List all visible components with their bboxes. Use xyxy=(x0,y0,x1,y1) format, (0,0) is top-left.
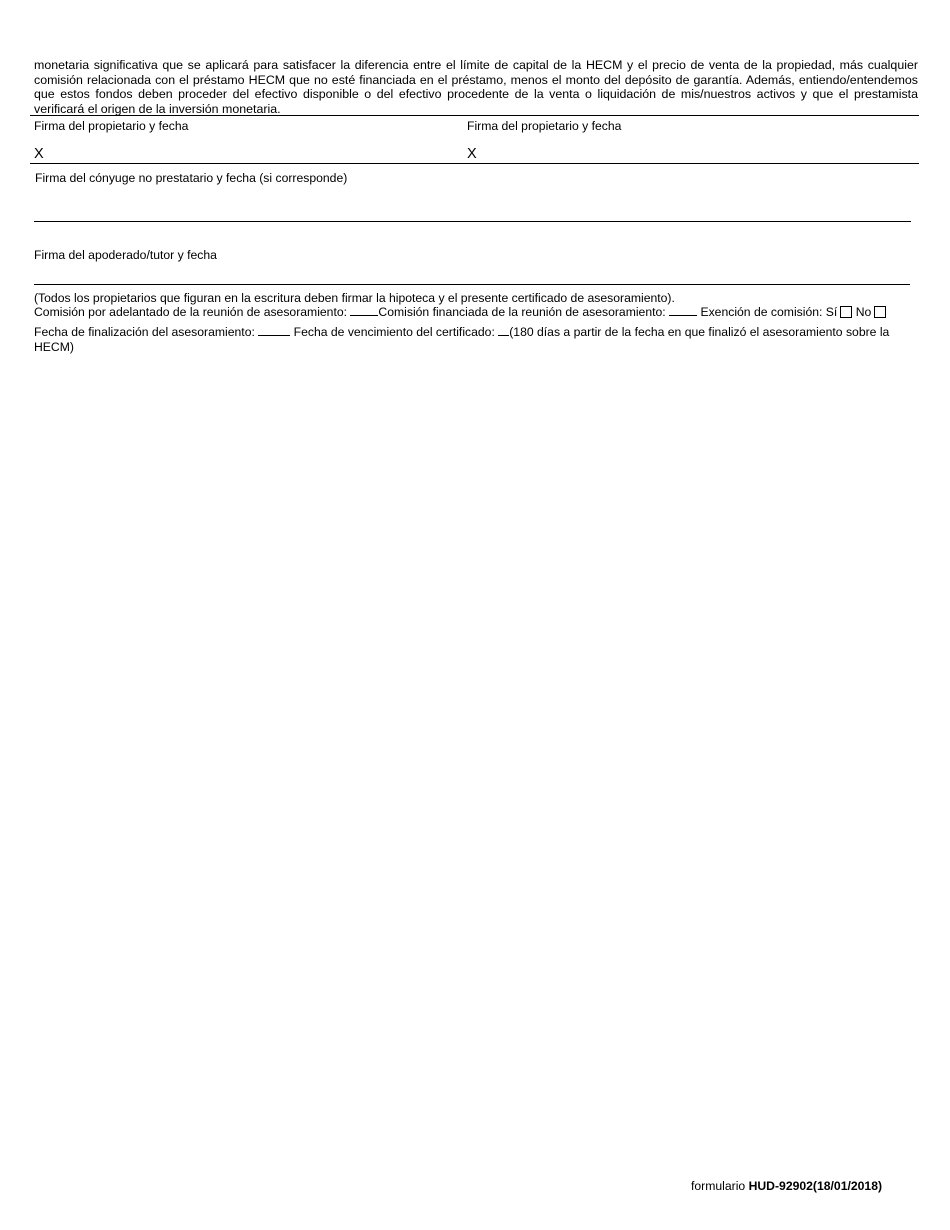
owner-signature-x-right[interactable]: X xyxy=(467,146,477,162)
fee-waiver-no-label: No xyxy=(855,305,872,319)
upfront-fee-field[interactable] xyxy=(350,304,378,316)
investment-paragraph: monetaria significativa que se aplicará para satisfacer la diferencia entre el límite de capital de la HECM y el precio de venta de la propiedad, más cualquier comisión relacionada con el préstamo HECM que no esté financiada en el préstamo, menos el monto del depósito de garantía. Además, entiendo/entendemos que estos fondos deben proceder del efectivo disponible o del efectivo procedente de la venta o liquidación de mis/nuestros activos y que el prestamista verificará el origen de la inversión monetaria. xyxy=(34,58,918,116)
fee-waiver-yes-checkbox[interactable] xyxy=(840,306,852,318)
expiration-date-label: Fecha de vencimiento del certificado: xyxy=(293,325,495,339)
completion-date-field[interactable] xyxy=(258,324,290,336)
owner-signature-label-right: Firma del propietario y fecha xyxy=(467,119,622,133)
dates-row xyxy=(34,324,918,354)
fee-waiver-no-checkbox[interactable] xyxy=(874,306,886,318)
form-id: HUD-92902(18/01/2018) xyxy=(748,1179,883,1193)
fee-row xyxy=(34,304,886,319)
financed-fee-label: Comisión financiada de la reunión de asesoramiento: xyxy=(378,305,666,319)
all-owners-note: (Todos los propietarios que figuran en la escritura deben firmar la hipoteca y el presente certificado de asesoramiento). xyxy=(34,291,675,305)
divider-owners xyxy=(30,163,919,164)
footer-prefix: formulario xyxy=(691,1179,746,1193)
fee-waiver-label: Exención de comisión: Sí xyxy=(700,305,838,319)
owner-signature-x-left[interactable]: X xyxy=(34,146,44,162)
spouse-signature-line[interactable] xyxy=(34,221,911,222)
spouse-signature-label: Firma del cónyuge no prestatario y fecha (si corresponde) xyxy=(35,171,348,185)
expiration-note: (180 días a partir de la fecha en que finalizó el asesoramiento sobre la HECM) xyxy=(34,325,890,354)
financed-fee-field[interactable] xyxy=(669,304,697,316)
upfront-fee-label: Comisión por adelantado de la reunión de asesoramiento: xyxy=(34,305,348,319)
divider-top xyxy=(30,115,919,116)
form-footer xyxy=(691,1179,882,1193)
expiration-date-field[interactable] xyxy=(498,324,509,336)
attorney-signature-line[interactable] xyxy=(34,284,910,285)
attorney-signature-label: Firma del apoderado/tutor y fecha xyxy=(34,248,217,262)
completion-date-label: Fecha de finalización del asesoramiento: xyxy=(34,325,255,339)
owner-signature-label-left: Firma del propietario y fecha xyxy=(34,119,189,133)
